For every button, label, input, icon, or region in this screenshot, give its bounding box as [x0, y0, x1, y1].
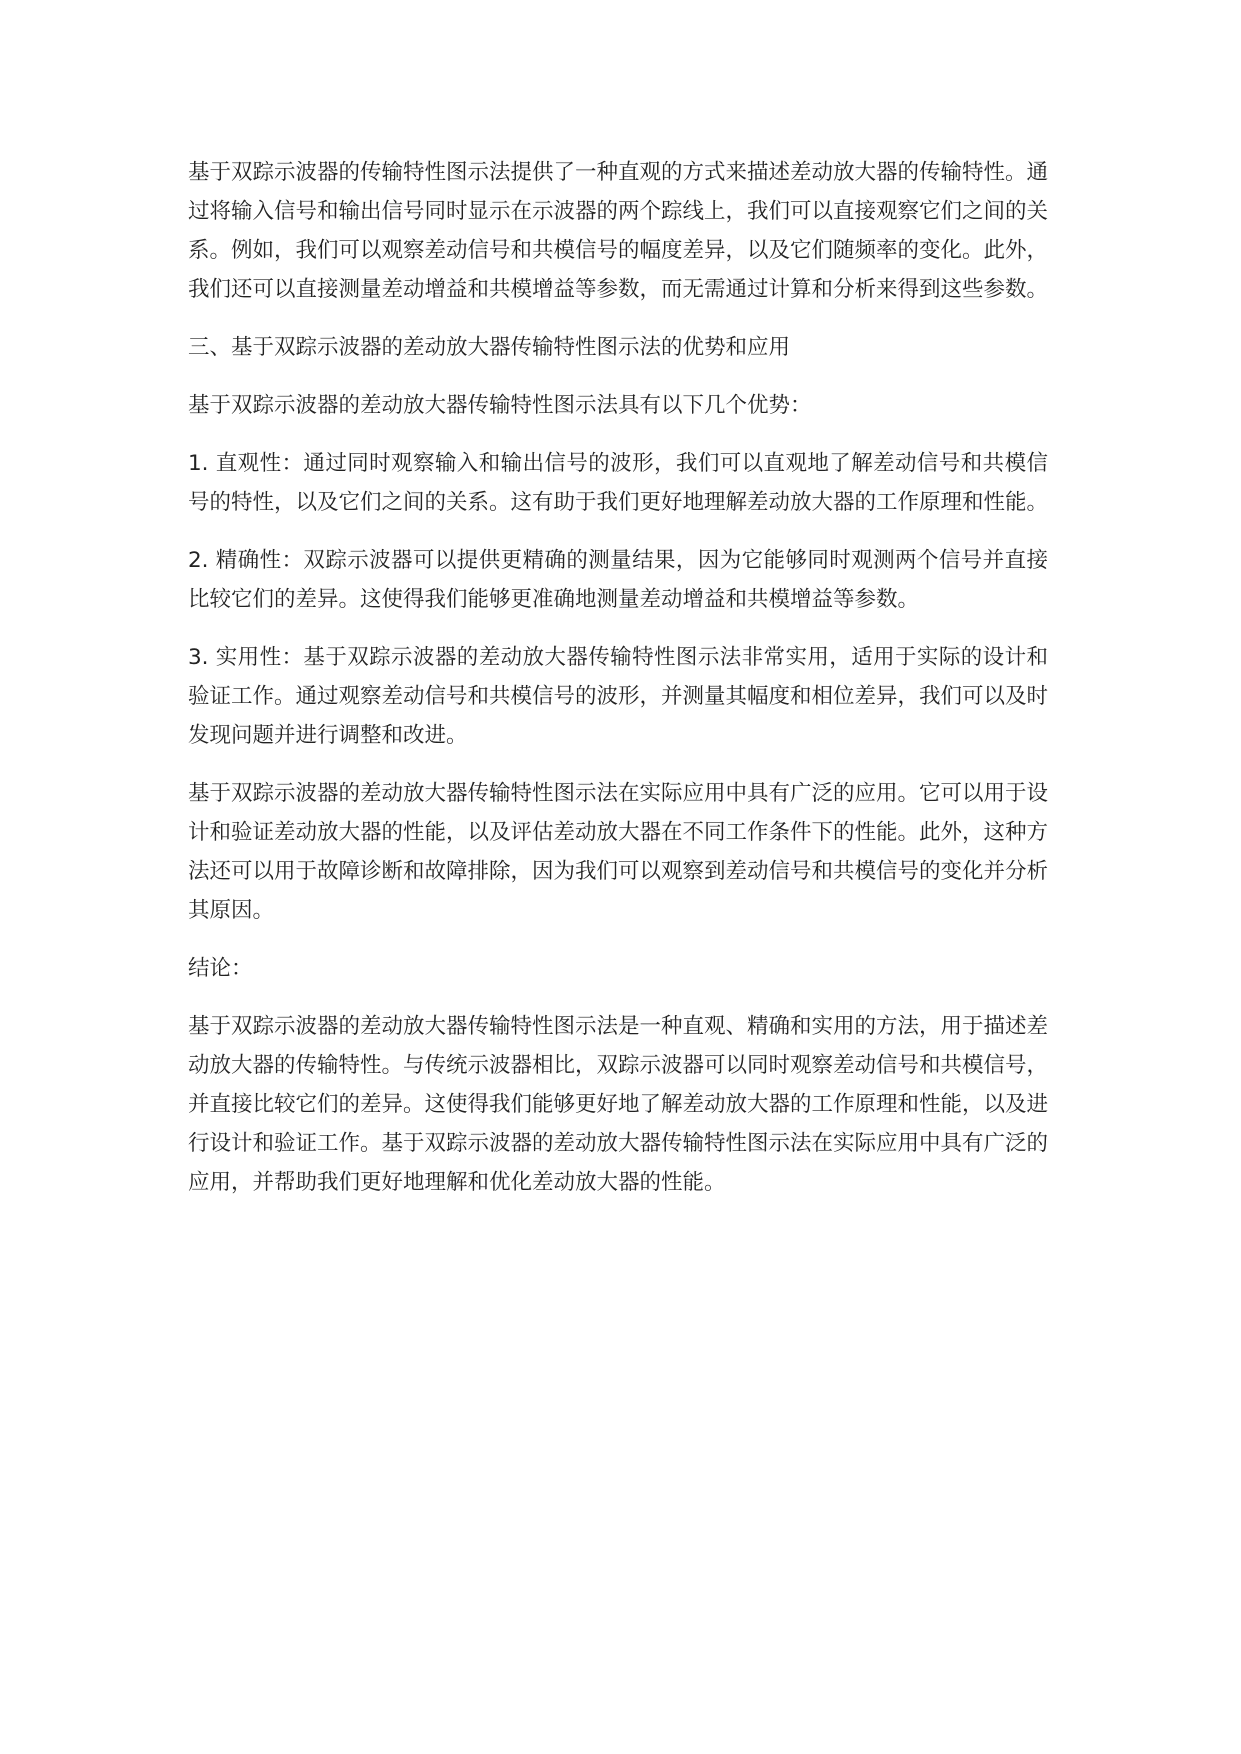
body-paragraph-applications: 基于双踪示波器的差动放大器传输特性图示法在实际应用中具有广泛的应用。它可以用于设计和验证差动放大器的性能，以及评估差动放大器在不同工作条件下的性能。此外，这种方法还可以用于故障诊断和故障排除，因为我们可以观察到差动信号和共模信号的变化并分析其原因。	[188, 781, 1049, 923]
document-body	[188, 153, 1048, 1221]
list-item-accuracy: 2. 精确性：双踪示波器可以提供更精确的测量结果，因为它能够同时观测两个信号并直接比较它们的差异。这使得我们能够更准确地测量差动增益和共模增益等参数。	[188, 548, 1048, 612]
conclusion-heading: 结论：	[188, 956, 253, 981]
body-paragraph-intro: 基于双踪示波器的传输特性图示法提供了一种直观的方式来描述差动放大器的传输特性。通过将输入信号和输出信号同时显示在示波器的两个踪线上，我们可以直接观察它们之间的关系。例如，我们可以观察差动信号和共模信号的幅度差异，以及它们随频率的变化。此外，我们还可以直接测量差动增益和共模增益等参数，而无需通过计算和分析来得到这些参数。	[188, 160, 1049, 302]
list-item-intuitiveness: 1. 直观性：通过同时观察输入和输出信号的波形，我们可以直观地了解差动信号和共模信号的特性，以及它们之间的关系。这有助于我们更好地理解差动放大器的工作原理和性能。	[188, 451, 1049, 515]
list-item-practicality: 3. 实用性：基于双踪示波器的差动放大器传输特性图示法非常实用，适用于实际的设计和验证工作。通过观察差动信号和共模信号的波形，并测量其幅度和相位差异，我们可以及时发现问题并进行调整和改进。	[188, 645, 1049, 748]
body-paragraph-conclusion: 基于双踪示波器的差动放大器传输特性图示法是一种直观、精确和实用的方法，用于描述差动放大器的传输特性。与传统示波器相比，双踪示波器可以同时观察差动信号和共模信号，并直接比较它们的差异。这使得我们能够更好地了解差动放大器的工作原理和性能，以及进行设计和验证工作。基于双踪示波器的差动放大器传输特性图示法在实际应用中具有广泛的应用，并帮助我们更好地理解和优化差动放大器的性能。	[188, 1014, 1049, 1195]
body-paragraph-advantages-intro: 基于双踪示波器的差动放大器传输特性图示法具有以下几个优势：	[188, 393, 812, 418]
section-heading: 三、基于双踪示波器的差动放大器传输特性图示法的优势和应用	[188, 335, 791, 360]
